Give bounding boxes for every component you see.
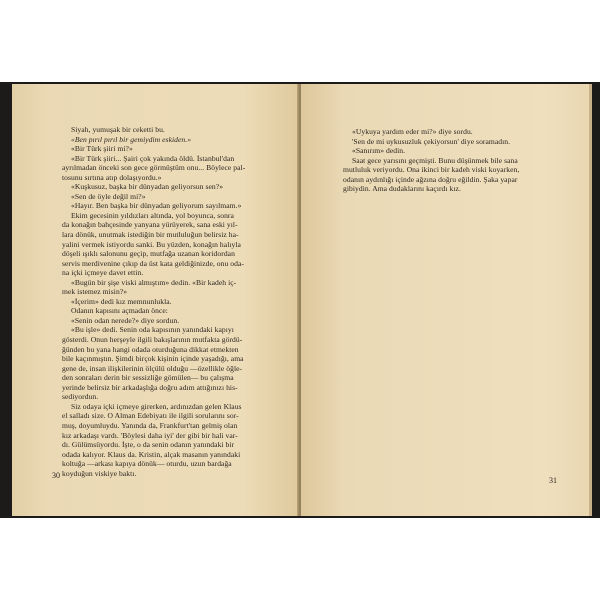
text-line: Ekim gecesinin yıldızları altında, yol boyunca, sonra bbox=[71, 210, 234, 220]
page-number: 30 bbox=[52, 471, 60, 480]
text-line: ğünden bu yana hangi odada oturduğuna dikkat etmekten bbox=[62, 344, 239, 354]
text-line: koyduğun viskiye baktı. bbox=[62, 468, 137, 478]
text-line: 'Sen de mi uykusuzluk çekiyorsun' diye soramadın. bbox=[352, 136, 511, 146]
text-line: da konağın bahçesinde yanyana yürüyerek, sana eski yıl- bbox=[62, 220, 238, 230]
page-number: 31 bbox=[549, 476, 557, 485]
text-line: gene de, insan ilişkilerinin ölçülü olduğu —özellikle öğle- bbox=[62, 363, 243, 373]
text-line: «Senin odan nerede?» diye sordun. bbox=[71, 315, 180, 325]
text-line: muş, doyumluydu. Yanında da, Frankfurt'tan gelmiş olan bbox=[62, 420, 238, 430]
text-line: bile kaçınmıştın. Şimdi birçok kişinin içinde yaşadığı, ama bbox=[62, 354, 244, 364]
open-book bbox=[0, 82, 600, 518]
text-line: den sonraları derin bir sessizliğe gömülen— bu çalışma bbox=[62, 373, 234, 383]
text-line: kız arkadaşı vardı. 'Böylesi daha iyi' der gibi bir hali var- bbox=[62, 430, 238, 440]
text-line: odada kalıyor. Klaus da. Kristin, alçak masanın yanındaki bbox=[62, 449, 241, 459]
text-line: yerinde belirsiz bir arkadaşlığa doğru adım attığınızı his- bbox=[62, 382, 238, 392]
right-page bbox=[301, 84, 589, 516]
text-line: Saat gece yarısını geçmişti. Bunu düşünmek bile sana bbox=[352, 155, 518, 165]
text-line: «Uykuya yardım eder mi?» diye sordu. bbox=[352, 127, 473, 136]
text-line: na içki içmeye davet ettin. bbox=[62, 268, 144, 278]
text-line: «İçerim» dedi kız memnunlukla. bbox=[71, 296, 172, 306]
text-line: gösterdi. Onun herşeyle ilgili bakışlarının mutfakta gördü- bbox=[62, 335, 243, 345]
text-line: «Bugün bir şişe viski almıştım» dedin. «Bir kadeh iç- bbox=[71, 277, 237, 287]
text-line: mek istemez misin?» bbox=[62, 287, 128, 297]
text-line: «Bir Türk şiiri mi?» bbox=[71, 144, 133, 154]
text-line: mutluluk veriyordu. Ona ikinci bir kadeh viski koyarken, bbox=[343, 165, 520, 175]
left-page-text bbox=[62, 125, 295, 478]
text-line: gibiydin. Ama dudaklarını kaçırdı kız. bbox=[343, 184, 461, 194]
text-line: «Sanırım» dedin. bbox=[352, 146, 406, 156]
text-line: Siz odaya içki içmeye girerken, ardınızdan gelen Klaus bbox=[71, 401, 242, 411]
text-line: Odanın kapısını açmadan önce: bbox=[71, 306, 168, 316]
left-page bbox=[12, 84, 300, 516]
text-line: «Ben pırıl pırıl bir gemiydim eskiden.» bbox=[71, 134, 192, 144]
text-line: servis merdivenine çıkıp da üst kata geldiğinizde, onu oda- bbox=[62, 258, 244, 268]
page-edge bbox=[589, 84, 592, 516]
right-page-text bbox=[343, 127, 567, 194]
text-line: el salladı size. O Alman Edebiyatı ile ilgili sorularını sor- bbox=[62, 411, 239, 421]
text-line: sediyordun. bbox=[62, 392, 99, 402]
text-line: tosunu sırtına atıp dolaşıyordu.» bbox=[62, 172, 162, 182]
text-line: Siyah, yumuşak bir ceketti bu. bbox=[71, 125, 165, 134]
text-line: «Hayır. Ben başka bir dünyadan geliyorum sayılmam.» bbox=[71, 201, 242, 211]
text-line: döşeli ışıklı salonunu geçip, mutfağa uzanan koridordan bbox=[62, 249, 235, 259]
text-line: odanın aydınlığı içinde ağzına doğru eğildin. Şaka yapar bbox=[343, 174, 518, 184]
text-line: «Sen de öyle değil mi?» bbox=[71, 191, 146, 201]
text-line: lara dönük, unutmak istediğin bir mutluluğun belirsiz ha- bbox=[62, 230, 239, 240]
text-line: dı. Gülümsüyordu. İşte, o da senin odanın yanındaki bir bbox=[62, 440, 235, 450]
text-line: yalini vermek istiyordu sanki. Bu yüzden, konağın halıyla bbox=[62, 239, 241, 249]
text-line: koltuğa —arkası kapıya dönük— oturdu, uzun bardağa bbox=[62, 459, 232, 469]
text-line: «Bu işle» dedi. Senin oda kapısının yanındaki kapıyı bbox=[71, 325, 234, 335]
text-line: ayrılmadan önceki son gece görmüştüm onu... Böylece pal- bbox=[62, 163, 246, 173]
text-line: «Bir Türk şiiri... Şairi çok yakında öldü. İstanbul'dan bbox=[71, 153, 235, 163]
text-line: «Kuşkusuz, başka bir dünyadan geliyorsun sen?» bbox=[71, 182, 224, 192]
